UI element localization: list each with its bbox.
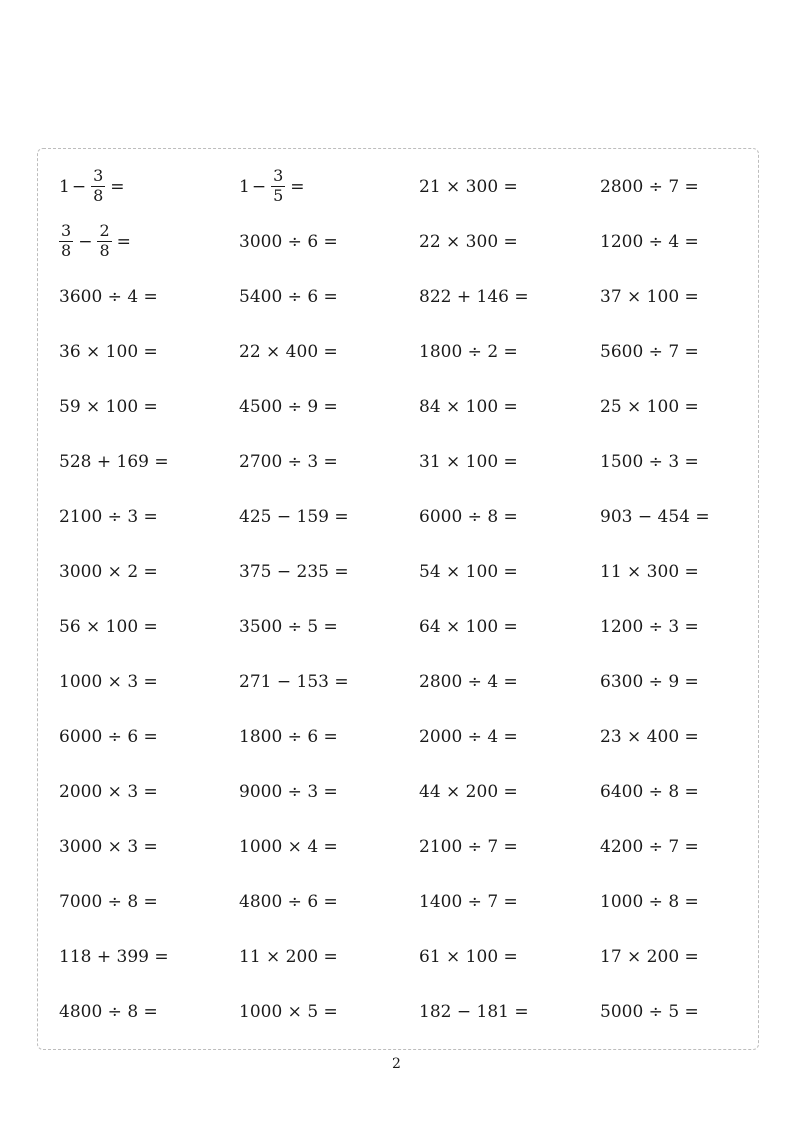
problem-cell: 6000 ÷ 6 =	[59, 726, 158, 747]
problem-cell: 1800 ÷ 2 =	[419, 341, 518, 362]
problem-cell: 37 × 100 =	[600, 286, 699, 307]
fraction-denominator: 8	[99, 241, 110, 260]
problem-cell: 5000 ÷ 5 =	[600, 1001, 699, 1022]
fraction-numerator: 2	[99, 221, 110, 241]
problem-cell: 4200 ÷ 7 =	[600, 836, 699, 857]
problem-cell: 56 × 100 =	[59, 616, 158, 637]
problem-cell: 2800 ÷ 4 =	[419, 671, 518, 692]
operand: 1	[59, 176, 70, 197]
problem-row	[59, 269, 759, 324]
fraction-denominator: 8	[61, 241, 72, 260]
equals-sign: =	[110, 176, 125, 197]
problem-cell: 1500 ÷ 3 =	[600, 451, 699, 472]
problem-row	[59, 379, 759, 434]
problem-cell: 1000 × 3 =	[59, 671, 158, 692]
problem-cell: 84 × 100 =	[419, 396, 518, 417]
fraction	[91, 168, 105, 205]
problem-cell: 375 − 235 =	[239, 561, 349, 582]
fraction-denominator: 5	[273, 186, 284, 205]
problem-row	[59, 489, 759, 544]
problem-cell: 5400 ÷ 6 =	[239, 286, 338, 307]
problem-cell: 2100 ÷ 7 =	[419, 836, 518, 857]
problem-cell: 4800 ÷ 6 =	[239, 891, 338, 912]
problem-cell: 44 × 200 =	[419, 781, 518, 802]
problem-cell: 2000 × 3 =	[59, 781, 158, 802]
problem-cell: 23 × 400 =	[600, 726, 699, 747]
problem-cell: 21 × 300 =	[419, 176, 518, 197]
problem-cell: 2000 ÷ 4 =	[419, 726, 518, 747]
problem-row	[59, 599, 759, 654]
problem-cell: 4500 ÷ 9 =	[239, 396, 338, 417]
operand: 1	[239, 176, 250, 197]
problem-cell: 182 − 181 =	[419, 1001, 529, 1022]
fraction-numerator: 3	[61, 221, 72, 241]
problem-cell: 31 × 100 =	[419, 451, 518, 472]
fraction-numerator: 3	[93, 166, 104, 186]
problem-cell: 11 × 200 =	[239, 946, 338, 967]
problem-cell: 425 − 159 =	[239, 506, 349, 527]
problem-row	[59, 929, 759, 984]
problem-cell: 7000 ÷ 8 =	[59, 891, 158, 912]
problem-cell: 1400 ÷ 7 =	[419, 891, 518, 912]
problem-cell: 3600 ÷ 4 =	[59, 286, 158, 307]
page-number: 2	[392, 1056, 401, 1072]
operator: −	[71, 176, 87, 197]
problem-cell: 1200 ÷ 4 =	[600, 231, 699, 252]
problem-row	[59, 984, 759, 1039]
problem-cell: 2100 ÷ 3 =	[59, 506, 158, 527]
problem-cell: 22 × 400 =	[239, 341, 338, 362]
problem-row	[59, 324, 759, 379]
fraction	[97, 223, 111, 260]
equals-sign: =	[290, 176, 305, 197]
problem-cell: 6400 ÷ 8 =	[600, 781, 699, 802]
problem-cell: 6000 ÷ 8 =	[419, 506, 518, 527]
problem-cell: 1000 ÷ 8 =	[600, 891, 699, 912]
problem-cell: 4800 ÷ 8 =	[59, 1001, 158, 1022]
problem-row	[59, 159, 759, 214]
problem-cell	[59, 214, 133, 269]
problem-cell: 903 − 454 =	[600, 506, 710, 527]
problem-cell: 528 + 169 =	[59, 451, 169, 472]
problem-cell	[239, 159, 307, 214]
equals-sign: =	[116, 231, 131, 252]
problem-row	[59, 434, 759, 489]
problem-cell: 25 × 100 =	[600, 396, 699, 417]
problem-cell: 6300 ÷ 9 =	[600, 671, 699, 692]
problem-cell: 54 × 100 =	[419, 561, 518, 582]
fraction	[271, 168, 285, 205]
problem-cell: 1800 ÷ 6 =	[239, 726, 338, 747]
problem-cell: 3500 ÷ 5 =	[239, 616, 338, 637]
problem-row	[59, 544, 759, 599]
operator: −	[251, 176, 267, 197]
problem-cell: 61 × 100 =	[419, 946, 518, 967]
problem-cell: 118 + 399 =	[59, 946, 169, 967]
problem-cell: 1200 ÷ 3 =	[600, 616, 699, 637]
problem-grid	[59, 159, 759, 1039]
problem-cell: 59 × 100 =	[59, 396, 158, 417]
fraction	[59, 223, 73, 260]
problem-cell: 2800 ÷ 7 =	[600, 176, 699, 197]
problem-cell: 822 + 146 =	[419, 286, 529, 307]
problem-cell: 271 − 153 =	[239, 671, 349, 692]
problem-cell: 3000 ÷ 6 =	[239, 231, 338, 252]
problem-cell: 9000 ÷ 3 =	[239, 781, 338, 802]
problem-row	[59, 654, 759, 709]
problem-cell: 1000 × 4 =	[239, 836, 338, 857]
worksheet-frame	[37, 148, 759, 1050]
problem-cell: 17 × 200 =	[600, 946, 699, 967]
problem-row	[59, 709, 759, 764]
problem-row	[59, 764, 759, 819]
problem-row	[59, 874, 759, 929]
problem-cell: 5600 ÷ 7 =	[600, 341, 699, 362]
problem-cell: 11 × 300 =	[600, 561, 699, 582]
problem-cell: 22 × 300 =	[419, 231, 518, 252]
problem-cell: 2700 ÷ 3 =	[239, 451, 338, 472]
fraction-numerator: 3	[273, 166, 284, 186]
problem-cell	[59, 159, 127, 214]
problem-cell: 1000 × 5 =	[239, 1001, 338, 1022]
problem-cell: 36 × 100 =	[59, 341, 158, 362]
problem-cell: 64 × 100 =	[419, 616, 518, 637]
problem-cell: 3000 × 2 =	[59, 561, 158, 582]
problem-row	[59, 214, 759, 269]
fraction-denominator: 8	[93, 186, 104, 205]
problem-row	[59, 819, 759, 874]
operator: −	[78, 231, 93, 252]
problem-cell: 3000 × 3 =	[59, 836, 158, 857]
